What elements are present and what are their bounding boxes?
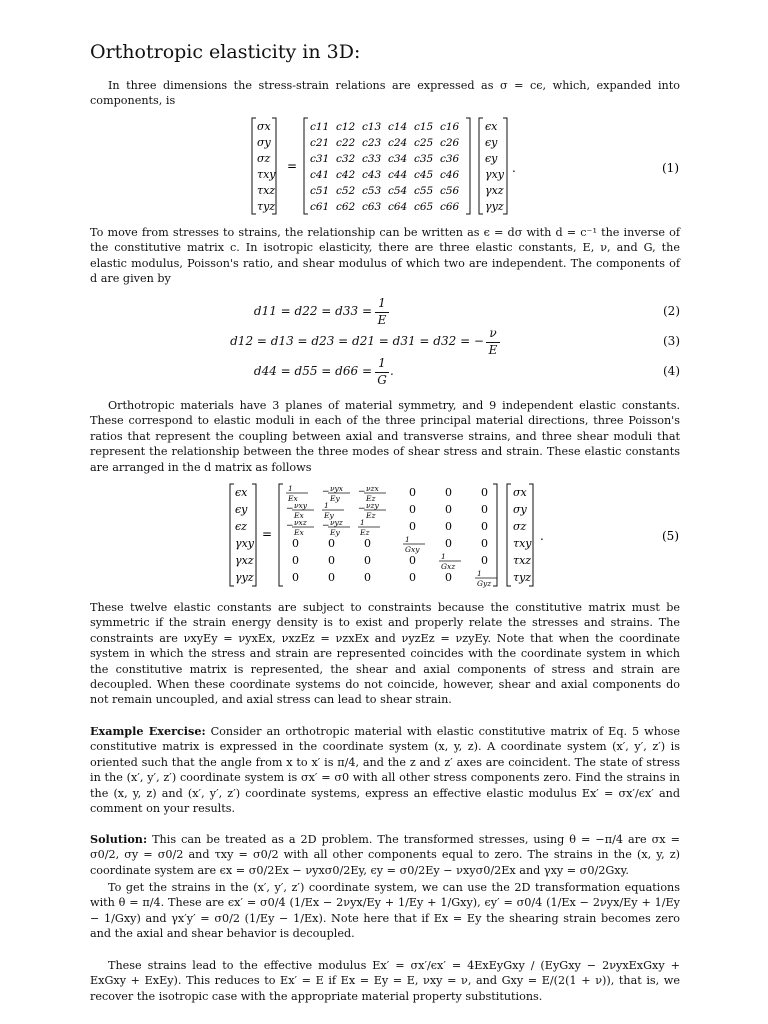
eq3-den: E — [488, 343, 498, 357]
equation-2 — [90, 296, 680, 330]
eq1-rhs-entry: ϵy — [485, 152, 498, 165]
eq1-matrix-entry: c62 — [336, 201, 356, 213]
eq5-matrix-entry: 0 — [481, 520, 488, 533]
eq5-matrix-entry: 0 — [409, 503, 416, 516]
eq1-matrix-entry: c55 — [414, 185, 434, 197]
eq5-matrix-entry: 0 — [409, 571, 416, 584]
eq2-den: E — [377, 313, 387, 327]
eq1-matrix-entry: c34 — [388, 153, 408, 165]
eq5-rhs-entry: σy — [513, 503, 527, 516]
eq1-matrix-entry: c54 — [388, 185, 408, 197]
eq5-matrix-entry: 0 — [409, 486, 416, 499]
eq1-matrix-entry: c31 — [310, 153, 330, 165]
eq5-matrix-entry: 0 — [481, 554, 488, 567]
eq1-matrix-entry: c41 — [310, 169, 330, 181]
eq5-fraction-den: Ex — [288, 494, 298, 503]
eq4-den: G — [377, 373, 387, 387]
eq5-fraction-num: 1 — [477, 569, 482, 578]
eq1-rhs-entry: γxy — [485, 168, 504, 181]
eq5-lhs-entry: γxy — [235, 537, 254, 550]
eq1-period: . — [512, 161, 516, 175]
eq5-lhs-left-bracket — [230, 484, 234, 586]
eq5-lhs-entry: ϵz — [235, 520, 247, 533]
eq1-lhs-entry: τyz — [257, 200, 276, 213]
eq5-minus-sign: − — [358, 504, 366, 514]
eq5-fraction-den: Gyz — [477, 579, 492, 588]
eq3-number: (3) — [663, 334, 680, 348]
eq5-matrix-entry: 0 — [445, 571, 452, 584]
eq1-rhs-entry: ϵy — [485, 136, 498, 149]
solution-paragraph — [90, 832, 680, 878]
eq2-num: 1 — [378, 296, 386, 310]
eq5-matrix-entry: 0 — [364, 571, 371, 584]
eq1-matrix-entry: c26 — [440, 137, 460, 149]
eq1-lhs-entry: τxy — [257, 168, 276, 181]
solution-paragraph-2: To get the strains in the (x′, y′, z′) coordinate system, we can use the 2D transformation equations with θ = π/4. These are ϵx′ = σ0/4 (1/Ex − 2νyx/Ey + 1/Ey + 1/Gxy), ϵy′ = σ0/4 (1/Ex − 2νyx/Ey + 1/Ey − 1/Gxy) and γx′y′ = σ0/2 (1/Ey − 1/Ex). Note here that if Ex = Ey the shearing strain becomes zero and the axial and shear behavior is decoupled. — [90, 881, 680, 941]
equation-3 — [90, 326, 680, 360]
eq1-rhs-entry: γxz — [485, 184, 504, 197]
eq1-number: (1) — [662, 161, 679, 175]
eq1-matrix-entry: c22 — [336, 137, 356, 149]
solution-paragraph-3: These strains lead to the effective modulus Ex′ = σx′/ϵx′ = 4ExEyGxy / (EyGxy − 2νyxExGxy + ExGxy + ExEy). This reduces to Ex′ = E if Ex = Ey = E, νxy = ν, and Gxy = E/(2(1 + ν)), that is, we recover the isotropic case with the appropriate material property substitutions. — [90, 959, 680, 1003]
eq1-matrix-entry: c64 — [388, 201, 408, 213]
eq5-fraction-den: Ez — [366, 511, 376, 520]
eq5-matrix-entry: 0 — [445, 486, 452, 499]
eq5-fraction-num: 1 — [324, 501, 329, 510]
eq5-matrix-entry: 0 — [409, 520, 416, 533]
eq1-matrix-entry: c12 — [336, 121, 356, 133]
eq1-matrix-entry: c66 — [440, 201, 460, 213]
eq1-rhs-left-bracket — [479, 118, 483, 214]
eq5-minus-sign: − — [286, 521, 294, 531]
example-text: Consider an orthotropic material with elastic constitutive matrix of Eq. 5 whose constitutive matrix is expressed in the coordinate system (x, y, z). A coordinate system (x′, y′, z′) is oriented such that the angle from x to x′ is π/4, and the z and z′ axes are coincident. The state of stress in the (x′, y′, z′) coordinate system is σx′ = σ0 with all other stress components zero. Find the strains in the (x, y, z) and (x′, y′, z′) coordinate systems, express an effective elastic modulus Ex′ = σx′/ϵx′ and comment on your results. — [90, 725, 680, 816]
eq5-matrix-entry: 0 — [445, 503, 452, 516]
eq1-lhs-left-bracket — [252, 118, 256, 214]
eq5-fraction-den: Ez — [360, 528, 370, 537]
eq5-fraction-num: νzx — [366, 484, 379, 493]
eq5-period: . — [540, 529, 544, 543]
eq5-rhs-entry: τxz — [513, 554, 532, 567]
eq3-num: ν — [489, 326, 497, 340]
eq1-rhs-entry: γyz — [485, 200, 504, 213]
eq5-fraction-num: νyx — [330, 484, 344, 493]
eq5-matrix-entry: 0 — [328, 554, 335, 567]
eq5-fraction-num: νxz — [294, 518, 307, 527]
paragraph-inverse: To move from stresses to strains, the relationship can be written as ϵ = dσ with d = c⁻¹ the inverse of the constitutive matrix c. In isotropic elasticity, there are three elastic constants, E, ν, and G, the elastic modulus, Poisson's ratio, and shear modulus of which two are independent. The components of d are given by — [90, 226, 680, 286]
eq5-minus-sign: − — [286, 504, 294, 514]
eq1-matrix-entry: c51 — [310, 185, 330, 197]
eq5-lhs-entry: ϵy — [235, 503, 248, 516]
eq1-matrix-entry: c16 — [440, 121, 460, 133]
paragraph-constraints: These twelve elastic constants are subject to constraints because the constitutive matrix must be symmetric if the strain energy density is to exist and properly relate the stresses and strains. The constraints are νxyEy = νyxEx, νxzEz = νzxEx and νyzEz = νzyEy. Note that when the coordinate system in which the stress and strain are represented coincides with the coordinate system in which the constitutive matrix is represented, the shear and axial components of stress and strain are decoupled. When these coordinate systems do not coincide, however, shear and axial components do not remain uncoupled, and axial stress can lead to shear strain. — [90, 601, 680, 707]
eq5-fraction-num: 1 — [405, 535, 410, 544]
equation-4 — [90, 356, 680, 390]
eq5-matrix-left-bracket — [279, 484, 283, 586]
eq5-matrix-entry: 0 — [364, 537, 371, 550]
eq5-matrix-entry: 0 — [328, 571, 335, 584]
eq5-lhs-entry: ϵx — [235, 486, 248, 499]
eq1-matrix-entry: c46 — [440, 169, 460, 181]
eq5-matrix-entry: 0 — [292, 554, 299, 567]
eq1-matrix-entry: c43 — [362, 169, 382, 181]
eq5-fraction-num: 1 — [441, 552, 446, 561]
eq1-rhs-entry: ϵx — [485, 120, 498, 133]
equation-5 — [90, 482, 680, 590]
eq5-matrix-entry: 0 — [328, 537, 335, 550]
eq1-matrix-entry: c13 — [362, 121, 382, 133]
eq1-matrix-right-bracket — [466, 118, 470, 214]
eq1-matrix-entry: c15 — [414, 121, 434, 133]
eq1-matrix-entry: c44 — [388, 169, 408, 181]
eq5-fraction-num: 1 — [360, 518, 365, 527]
eq5-matrix-entry: 0 — [445, 537, 452, 550]
paragraph-orthotropic: Orthotropic materials have 3 planes of material symmetry, and 9 independent elastic constants. These correspond to elastic moduli in each of the three principal material directions, three Poisson's ratios that represent the coupling between axial and transverse strains, and three shear moduli that represent the relationship between the three modes of shear stress and strain. These elastic constants are arranged in the d matrix as follows — [90, 399, 680, 474]
eq5-rhs-entry: τyz — [513, 571, 532, 584]
eq5-fraction-den: Gxz — [441, 562, 456, 571]
eq1-matrix-entry: c53 — [362, 185, 382, 197]
example-label: Example Exercise: — [90, 724, 206, 738]
eq5-fraction-den: Ey — [324, 511, 334, 520]
eq5-fraction-den: Ex — [294, 511, 304, 520]
eq1-matrix-entry: c61 — [310, 201, 330, 213]
eq5-matrix-right-bracket — [493, 484, 497, 586]
eq5-fraction-den: Ez — [366, 494, 376, 503]
eq5-matrix-entry: 0 — [409, 554, 416, 567]
eq1-matrix-left-bracket — [304, 118, 308, 214]
eq5-matrix-entry: 0 — [364, 554, 371, 567]
eq5-matrix-entry: 0 — [481, 537, 488, 550]
eq5-matrix-entry: 0 — [481, 503, 488, 516]
eq4-lhs: d44 = d55 = d66 = — [253, 364, 372, 378]
equation-1 — [90, 114, 680, 216]
eq5-minus-sign: − — [322, 521, 330, 531]
eq2-number: (2) — [663, 304, 680, 318]
eq5-rhs-entry: τxy — [513, 537, 532, 550]
eq1-matrix-entry: c56 — [440, 185, 460, 197]
eq1-matrix-entry: c45 — [414, 169, 434, 181]
eq5-fraction-num: νyz — [330, 518, 343, 527]
eq4-number: (4) — [663, 364, 680, 378]
eq1-matrix-entry: c35 — [414, 153, 434, 165]
eq1-matrix-entry: c32 — [336, 153, 356, 165]
example-paragraph — [90, 724, 680, 816]
document-page — [90, 0, 680, 1024]
eq1-matrix-entry: c23 — [362, 137, 382, 149]
eq5-matrix-entry: 0 — [481, 486, 488, 499]
eq1-lhs-entry: σy — [257, 136, 271, 149]
eq5-number: (5) — [662, 529, 679, 543]
eq4-num: 1 — [378, 356, 386, 370]
eq5-fraction-den: Ex — [294, 528, 304, 537]
eq5-equals: = — [262, 527, 273, 541]
eq3-lhs: d12 = d13 = d23 = d21 = d31 = d32 = − — [230, 334, 484, 348]
eq4-tail: . — [390, 364, 394, 378]
eq1-matrix-entry: c25 — [414, 137, 434, 149]
eq1-lhs-entry: σx — [257, 120, 271, 133]
eq1-matrix-entry: c36 — [440, 153, 460, 165]
eq1-matrix-entry: c63 — [362, 201, 382, 213]
eq5-fraction-num: νzy — [366, 501, 379, 510]
solution-label: Solution: — [90, 832, 148, 846]
eq1-matrix-entry: c52 — [336, 185, 356, 197]
eq5-rhs-entry: σz — [513, 520, 527, 533]
eq1-matrix-entry: c24 — [388, 137, 408, 149]
eq5-fraction-den: Gxy — [405, 545, 420, 554]
eq5-matrix-entry: 0 — [292, 537, 299, 550]
eq5-fraction-den: Ey — [330, 494, 340, 503]
eq5-fraction-num: 1 — [288, 484, 293, 493]
eq5-matrix-entry: 0 — [445, 520, 452, 533]
eq2-lhs: d11 = d22 = d33 = — [253, 304, 372, 318]
intro-paragraph: In three dimensions the stress-strain relations are expressed as σ = cϵ, which, expanded into components, is — [90, 79, 680, 108]
eq1-matrix-entry: c42 — [336, 169, 356, 181]
eq5-rhs-entry: σx — [513, 486, 527, 499]
eq5-fraction-den: Ey — [330, 528, 340, 537]
eq1-matrix-entry: c65 — [414, 201, 434, 213]
eq5-lhs-entry: γxz — [235, 554, 254, 567]
solution-text-1: This can be treated as a 2D problem. The transformed stresses, using θ = −π/4 are σx = σ0/2, σy = σ0/2 and τxy = σ0/2 with all other components equal to zero. The strains in the (x, y, z) coordinate system are ϵx = σ0/2Ex − νyxσ0/2Ey, ϵy = σ0/2Ey − νxyσ0/2Ex and γxy = σ0/2Gxy. — [90, 833, 680, 877]
eq1-matrix-entry: c11 — [310, 121, 330, 133]
eq1-lhs-entry: τxz — [257, 184, 276, 197]
eq5-matrix-entry: 0 — [292, 571, 299, 584]
eq1-rhs-right-bracket — [503, 118, 507, 214]
eq5-lhs-entry: γyz — [235, 571, 254, 584]
eq5-rhs-left-bracket — [507, 484, 511, 586]
section-title: Orthotropic elasticity in 3D: — [90, 41, 361, 63]
eq1-matrix-entry: c33 — [362, 153, 382, 165]
eq1-matrix-entry: c14 — [388, 121, 408, 133]
eq5-minus-sign: − — [358, 487, 366, 497]
eq1-lhs-entry: σz — [257, 152, 271, 165]
eq5-minus-sign: − — [322, 487, 330, 497]
eq5-fraction-num: νxy — [294, 501, 308, 510]
eq1-matrix-entry: c21 — [310, 137, 330, 149]
eq1-equals: = — [287, 159, 298, 173]
